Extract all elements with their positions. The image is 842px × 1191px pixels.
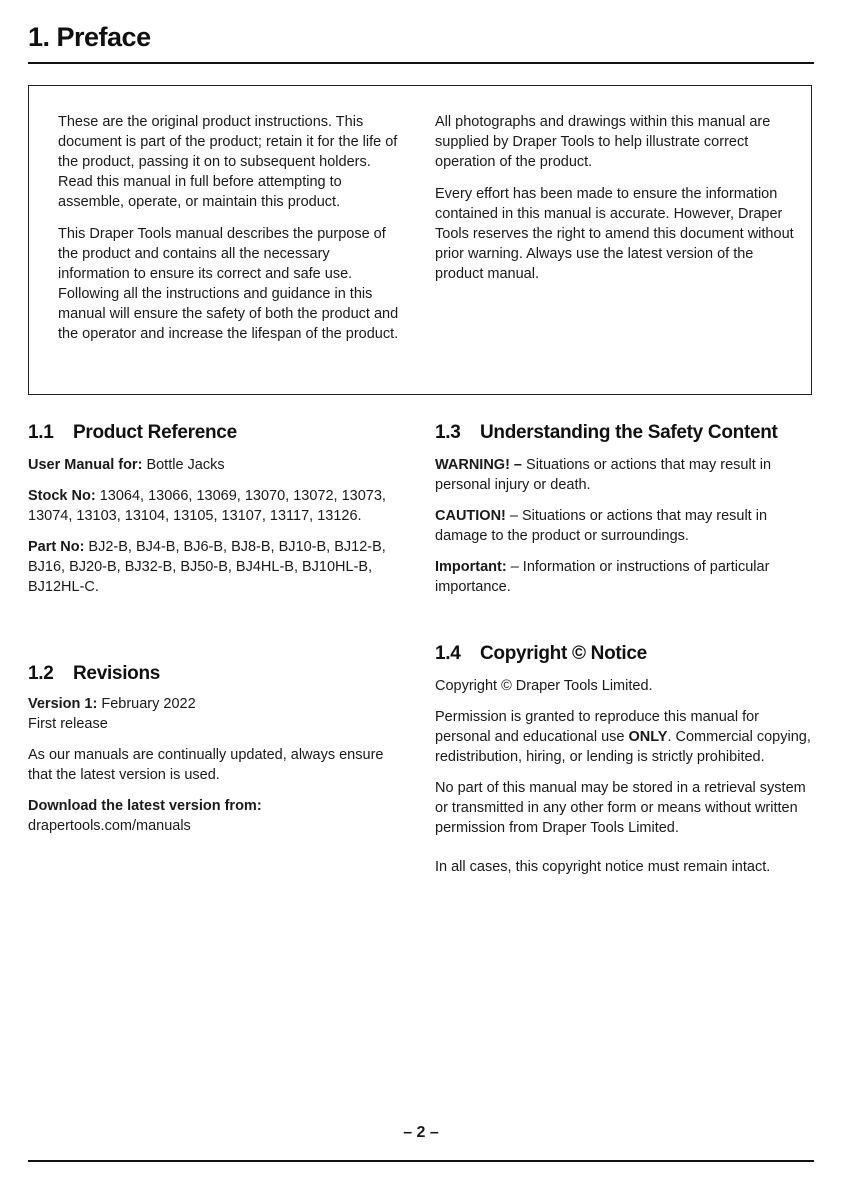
part-number-line [28,537,400,597]
permission-emphasis: ONLY [628,729,668,745]
part-number-label: Part No: [28,539,85,555]
caution-line [435,506,815,546]
version-line [28,694,400,714]
warning-text: Situations or actions that may result in personal injury or death. [435,457,772,493]
page-number: – 2 – [403,1124,439,1141]
version-value: February 2022 [97,696,196,712]
intact-paragraph: In all cases, this copyright notice must remain intact. [435,859,771,875]
section-number: 1.1 [28,422,54,443]
preface-paragraph: All photographs and drawings within this manual are supplied by Draper Tools to help illustrate correct operation of the product. [435,114,771,170]
section-title: Product Reference [73,422,237,443]
section-heading [435,644,815,664]
user-manual-line [28,455,400,475]
caution-label: CAUTION! [435,508,506,524]
update-note: As our manuals are continually updated, always ensure that the latest version is used. [28,747,384,783]
section-title: Understanding the Safety Content [480,422,778,443]
warning-line [435,455,815,495]
warning-label: WARNING! – [435,457,522,473]
section-copyright [435,644,815,877]
page-title: 1. Preface [28,22,151,52]
caution-text: – Situations or actions that may result in damage to the product or surroundings. [435,508,768,544]
section-safety-content [435,423,815,597]
preface-box [28,85,812,395]
section-number: 1.3 [435,422,461,443]
preface-left-column [58,112,404,356]
section-title: Copyright © Notice [480,643,647,664]
preface-paragraph: Every effort has been made to ensure the information contained in this manual is accurate. However, Draper Tools reserves the right to amend this document without prior warning. Always use the latest version of the product manual. [435,186,794,282]
user-manual-label: User Manual for: [28,457,143,473]
section-heading [28,664,400,684]
preface-paragraph: This Draper Tools manual describes the purpose of the product and contains all the necessary information to ensure its correct and safe use. Following all the instructions and guidance in this manual will ensure the safety of both the product and the operator and increase the lifespan of the product. [58,226,399,342]
section-product-reference [28,423,400,597]
part-number-value: BJ2-B, BJ4-B, BJ6-B, BJ8-B, BJ10-B, BJ12-B, BJ16, BJ20-B, BJ32-B, BJ50-B, BJ4HL-B, BJ10HL-B, BJ12HL-C. [28,539,386,595]
section-number: 1.4 [435,643,461,664]
section-revisions [28,664,400,836]
stock-number-line [28,486,400,526]
stock-number-label: Stock No: [28,488,96,504]
stock-number-value: 13064, 13066, 13069, 13070, 13072, 13073, 13074, 13103, 13104, 13105, 13107, 13117, 13126. [28,488,386,524]
preface-right-column [435,112,797,296]
user-manual-value: Bottle Jacks [142,457,225,473]
important-line [435,557,815,597]
section-title: Revisions [73,663,161,684]
download-label: Download the latest version from: [28,798,262,814]
version-label: Version 1: [28,696,98,712]
permission-text: Permission is granted to reproduce this manual for personal and educational use [435,709,759,745]
permission-paragraph [435,707,815,767]
copyright-line: Copyright © Draper Tools Limited. [435,678,653,694]
preface-paragraph: These are the original product instructions. This document is part of the product; retain it for the life of the product, passing it on to subsequent holders. Read this manual in full before attempting to assemble, operate, or maintain this product. [58,114,398,210]
important-text: – Information or instructions of particular importance. [435,559,770,595]
important-label: Important: [435,559,507,575]
download-url[interactable]: drapertools.com/manuals [28,818,191,834]
section-heading [435,423,815,443]
release-line: First release [28,716,108,732]
permission-text-end: . Commercial copying, redistribution, hiring, or lending is strictly prohibited. [435,729,811,765]
section-heading [28,423,400,443]
bottom-divider [28,1160,814,1162]
retrieval-paragraph: No part of this manual may be stored in a retrieval system or transmitted in any other form or means without written permission from Draper Tools Limited. [435,780,806,836]
top-divider [28,62,814,64]
section-number: 1.2 [28,663,54,684]
